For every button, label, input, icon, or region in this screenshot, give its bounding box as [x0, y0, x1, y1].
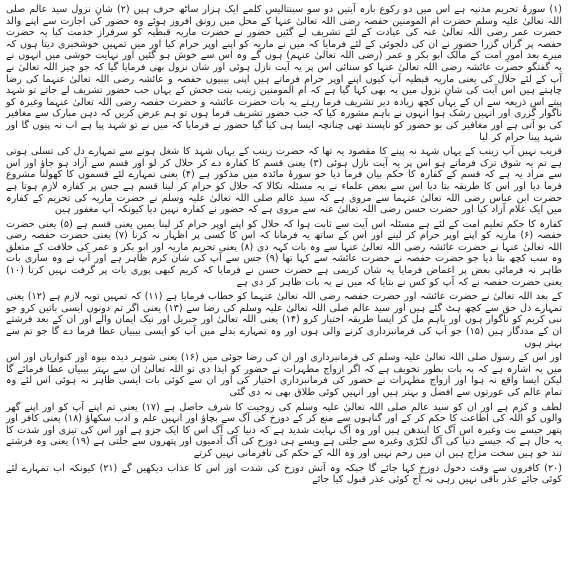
- footnote-paragraph-2: قریب نہیں آپ زینب کے یہاں شہد نہ پینے کا مقصود یہ تھا کہ حضرت زینب کے یہاں شہد کا شغل ہونے سے تمہارے دل کی تسلی ہوتی ہے تم یہ شوق ترک فرماتے ہو اس پر یہ آیت نازل ہوئی (۳) یعنی قسم کا کفارہ دے کر حلال کر لو اور قسم سے آزاد ہو جاؤ اور اس سے مراد یہ ہے کہ قسم کے کفارہ کا حکم بیان فرما دیا جو سورۂ مائدہ میں مذکور ہے (۴) یعنی تمہارے لئے قسموں کا کھولنا مشروع فرما دیا اور اس کا طریقہ بتا دیا اس سے بعض علماء نے یہ مسئلہ نکالا کہ حلال کو حرام کر لینا قسم ہے جس پر کفارہ لازم ہوتا ہے حضرت ابن عباس رضی اللہ تعالیٰ عنہما سے مروی ہے کہ سید عالم صلی اللہ تعالیٰ علیہ وسلم نے حضرت ماریہ کی تحریم کے کفارہ میں ایک غلام آزاد کیا اور حضرت حسن رضی اللہ تعالیٰ عنہ سے مروی ہے کہ حضور نے کفارہ نہیں دیا کیونکہ آپ مغفور ہیں: [6, 146, 562, 216]
- footnote-paragraph-1: (۱) سورۂ تحریم مدنیہ ہے اس میں دو رکوع بارہ آیتیں دو سو سینتالیس کلمے ایک ہزار ساٹھ حرف ہیں (۲) شانِ نزول سید عالم صلی اللہ تعالیٰ علیہ وسلم حضرت ام المومنین حفصہ رضی اللہ تعالیٰ عنہا کے محل میں رونق افروز ہوئے وہ حضور کی اجازت سے اپنے والد حضرت عمر رضی اللہ تعالیٰ عنہ کی عیادت کے لئے تشریف لے گئیں حضور نے حضرت ماریہ قبطیہ کو سرفراز خدمت کیا یہ حضرت حفصہ پر گراں گزرا حضور نے ان کی دلجوئی کے لئے فرمایا کہ میں نے ماریہ کو اپنے اوپر حرام کیا اور میں تمہیں خوشخبری دیتا ہوں کہ میرے بعد امورِ امت کے مالک ابو بکر و عمر (رضی اللہ تعالیٰ عنہم) ہوں گے وہ اس سے خوش ہو گئیں اور نہایت خوشی میں انہوں نے یہ گفتگو حضرت عائشہ رضی اللہ تعالیٰ عنہا کو سنائی اس پر یہ آیت نازل ہوئی اور شان نزول بھی فرمایا گیا کہ جو چیز اللہ تعالیٰ نے آپ کے لئے حلال کی یعنی ماریہ قبطیہ آپ کیوں اپنے اوپر حرام فرماتے ہیں اپنی بیبیوں حفصہ و عائشہ رضی اللہ تعالیٰ عنہما کی رضا چاہتے ہیں اس آیت کی شانِ نزول میں یہ بھی کہا گیا ہے کہ ام المومنین زینب بنت جحش کے یہاں جب حضور تشریف لے جاتے تو شہد پیتے اس ذریعہ سے ان کے یہاں کچھ زیادہ دیر تشریف فرما رہتے یہ بات حضرت عائشہ و حضرت حفصہ رضی اللہ تعالیٰ عنہما وغیرہ کو ناگوار گزری اور انہیں رشک ہوا انہوں نے باہم مشورہ کیا کہ جب حضور تشریف فرما ہوں تو ہم عرض کریں کہ دہن مبارک سے مغافیر کی بو آتی ہے اور مغافیر کی بو حضور کو ناپسند تھی چنانچہ ایسا ہی کیا گیا حضور نے فرمایا کہ میں نے تو شہد پیا ہے اب نہ پیوں گا اور شہد پینا حرام کر لیا: [6, 4, 562, 143]
- footnote-paragraph-4: کے بعد اللہ تعالیٰ نے حضرت عائشہ اور حضرت حفصہ رضی اللہ تعالیٰ عنہما کو خطاب فرمایا ہے (۱۱) کہ تمہیں توبہ لازم ہے (۱۲) یعنی تمہارے دل حق سے کچھ ہٹ گئے ہیں اور سید عالم صلی اللہ تعالیٰ علیہ وسلم کی رضا سے (۱۳) یعنی اگر تم دونوں ایسی باتیں کرو جو نبی کریم کو ناگوار ہوں اور باہم مل کر ایسا طریقہ اختیار کرو (۱۴) یعنی اللہ تعالیٰ اور جبریل اور نیک ایمان والے اور ان کے بعد فرشتے ان کے مددگار ہیں (۱۵) جو آپ کی فرمانبرداری کرنے والی ہوں اور وہ تمہارے بدلے میں آپ کو ایسی بیبیاں عطا فرما دے گا جو تم سے بہتر ہوں: [6, 291, 563, 349]
- footnote-paragraph-3: کفارہ کا حکم تعلیم امت کے لئے ہے مسئلہ اس آیت سے ثابت ہوا کہ حلال کو اپنے اوپر حرام کر لینا یمین یعنی قسم ہے (۵) یعنی حضرت حفصہ (۶) ماریہ کو اپنے اوپر حرام کر لینے اور اس کے ساتھ یہ فرمانا کہ اس کا کسی پر اظہار نہ کرنا (۷) یعنی حضرت حفصہ رضی اللہ تعالیٰ عنہا نے حضرت عائشہ رضی اللہ تعالیٰ عنہا سے وہ بات کہہ دی (۸) یعنی تحریم ماریہ اور ابو بکر و عمر کی خلافت کے متعلق وہ سب کچھ بتا دیا جو حضرت حفصہ نے حضرت عائشہ سے کہا تھا (۹) جس سے آپ کی شان کرم ظاہر ہے اور آپ نے وہ ساری بات ظاہر نہ فرمائی بعض پر اغماض فرمایا یہ شان کریمی ہے حضرت حسن نے فرمایا کہ کریم کبھی پوری بات پر گرفت نہیں کرتا (۱۰) یعنی حضرت حفصہ نے کہ آپ کو کس نے بتایا کہ میں نے یہ بات ظاہر کر دی ہے: [6, 218, 562, 288]
- footnote-paragraph-5: اور اس کے رسول صلی اللہ تعالیٰ علیہ وسلم کی فرمانبرداری اور ان کی رضا جوئی میں (۱۶) یعنی شوہر دیدہ بیوہ اور کنواریاں اور اس میں یہ اشارہ ہے کہ یہ بات بطور تخویف ہے کہ اگر ازواج مطہرات نے حضور کو ایذا دی تو اللہ تعالیٰ ان سے بہتر بیبیاں عطا فرمائے گا لیکن ایسا واقع نہ ہوا اور ازواج مطہرات نے حضور کی فرمانبرداری اختیار کی اور ان سے کوئی بات ایسی ظاہر نہ ہوئی اس لئے وہ تمام عالم کی عورتوں سے افضل و بہتر ہیں اور انہیں کوئی طلاق بھی نہ دی گئی: [6, 352, 562, 398]
- footnote-paragraph-6: لطف و کرم ہے اور ان کو سید عالم صلی اللہ تعالیٰ علیہ وسلم کی زوجیت کا شرف حاصل ہے (۱۷) یعنی تم اپنے آپ کو اور اپنے گھر والوں کو اللہ کی اطاعت کا حکم کر کے اور گناہوں سے منع کر کے دوزخ کی آگ سے بچاؤ اور انہیں علم و ادب سکھاؤ (۱۸) یعنی کافر اور پتھر جیسے بت وغیرہ اس آگ کا ایندھن ہیں اور وہ آگ نہایت شدید ہے کہ دنیا کی آگ اس کا ایک جزو ہے اور اس کی تیزی اور شدت کا یہ حال ہے کہ جیسے دنیا کی آگ لکڑی وغیرہ سے جلتی ہے ویسے ہی دوزخ کی آگ آدمیوں اور پتھروں سے جلتی ہے (۱۹) یعنی وہ فرشتے تند خو ہیں سخت مزاج ہیں ان میں رحم نہیں اور وہ اللہ کے حکم کی نافرمانی نہیں کرتے: [6, 401, 562, 459]
- footnote-paragraph-7: (۲۰) کافروں سے وقت دخول دوزخ کہا جائے گا جبکہ وہ آتش دوزخ کی شدت اور اس کا عذاب دیکھیں گے (۲۱) کیونکہ اب تمہارے لئے کوئی جائے عذر باقی نہیں رہی نہ آج کوئی عذر قبول کیا جائے: [6, 462, 562, 486]
